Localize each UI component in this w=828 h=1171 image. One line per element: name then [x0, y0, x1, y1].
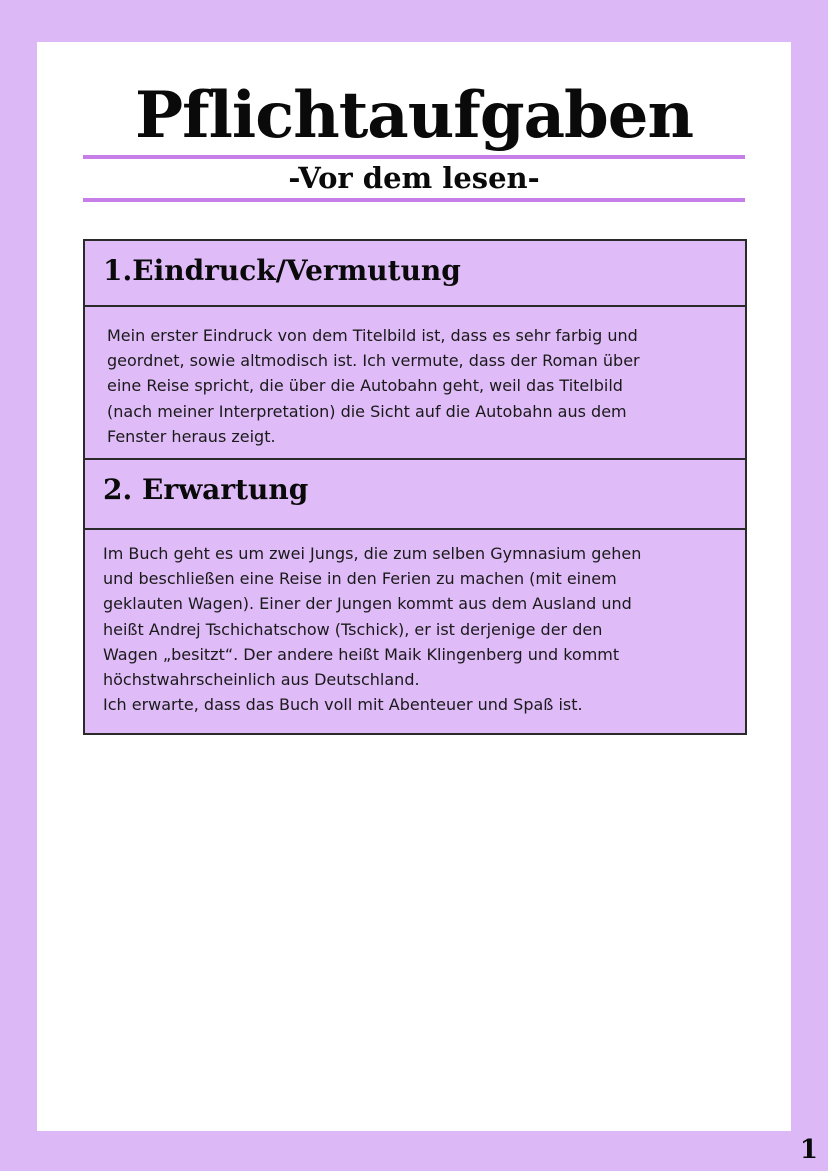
section-body-eindruck [85, 307, 745, 460]
page-number: 1 [799, 1135, 818, 1165]
page-subtitle: -Vor dem lesen- [288, 161, 540, 195]
section-text-eindruck: Mein erster Eindruck von dem Titelbild ist, dass es sehr farbig und geordnet, sowie altmodisch ist. Ich vermute, dass der Roman über eine Reise spricht, die über die Autobahn geht, weil das Titelbild (nach meiner Interpretation) die Sicht auf die Autobahn aus dem Fenster heraus zeigt. [107, 326, 640, 446]
title-divider-bottom [83, 198, 745, 202]
section-body-erwartung [85, 530, 745, 733]
section-title-eindruck: 1.Eindruck/Vermutung [103, 254, 461, 287]
task-box [83, 239, 747, 735]
section-heading-erwartung [85, 460, 745, 530]
section-text-erwartung: Im Buch geht es um zwei Jungs, die zum selben Gymnasium gehen und beschließen eine Reise in den Ferien zu machen (mit einem geklauten Wagen). Einer der Jungen kommt aus dem Ausland und heißt Andrej Tschichatschow (Tschick), er ist derjenige der den Wagen „besitzt“. Der andere heißt Maik Klingenberg und kommt höchstwahrscheinlich aus Deutschland. Ich erwarte, dass das Buch voll mit Abenteuer und Spaß ist. [103, 544, 642, 715]
title-divider-top [83, 155, 745, 159]
section-title-erwartung: 2. Erwartung [103, 473, 309, 506]
section-heading-eindruck [85, 241, 745, 307]
page-title: Pflichtaufgaben [134, 78, 694, 153]
